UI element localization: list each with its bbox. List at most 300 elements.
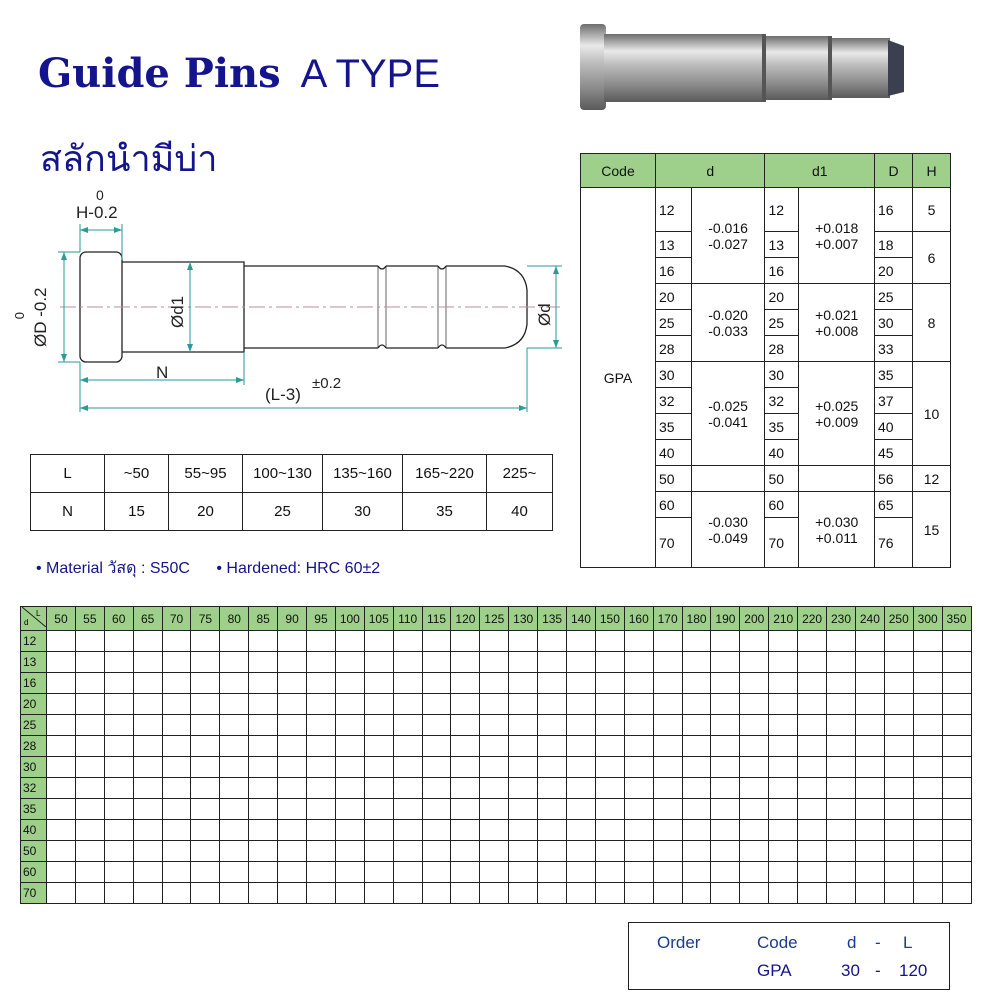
grid-cell	[567, 673, 596, 694]
grid-cell	[827, 862, 856, 883]
grid-row	[21, 799, 972, 820]
D-value: 25	[875, 284, 913, 310]
grid-cell	[827, 736, 856, 757]
grid-cell	[798, 715, 827, 736]
grid-cell	[595, 715, 624, 736]
grid-cell	[798, 862, 827, 883]
grid-cell	[682, 694, 711, 715]
grid-cell	[75, 820, 104, 841]
grid-cell	[47, 715, 76, 736]
grid-cell	[942, 715, 971, 736]
grid-cell	[364, 715, 393, 736]
d-value: 20	[656, 284, 692, 310]
grid-cell	[740, 652, 769, 673]
grid-cell	[220, 673, 249, 694]
corner-diagonal	[22, 607, 46, 627]
grid-cell	[682, 757, 711, 778]
grid-cell	[162, 694, 191, 715]
grid-cell	[567, 799, 596, 820]
grid-cell	[75, 694, 104, 715]
grid-cell	[191, 799, 220, 820]
grid-cell	[47, 757, 76, 778]
grid-cell	[104, 652, 133, 673]
grid-cell	[162, 631, 191, 652]
grid-cell	[133, 652, 162, 673]
grid-cell	[827, 631, 856, 652]
grid-cell	[364, 736, 393, 757]
d-value: 50	[656, 466, 692, 492]
grid-cell	[364, 757, 393, 778]
grid-cell	[191, 715, 220, 736]
d1-value: 20	[765, 284, 799, 310]
grid-cell	[740, 778, 769, 799]
l-range: 55~95	[169, 455, 243, 493]
hardened-note: • Hardened: HRC 60±2	[216, 560, 381, 577]
d-value: 60	[656, 492, 692, 518]
grid-cell	[740, 799, 769, 820]
grid-cell	[480, 715, 509, 736]
H-value: 15	[913, 492, 951, 568]
grid-cell	[220, 757, 249, 778]
grid-cell	[104, 841, 133, 862]
grid-cell	[480, 631, 509, 652]
grid-cell	[711, 694, 740, 715]
order-grid	[20, 606, 972, 904]
grid-cell	[538, 694, 567, 715]
grid-cell	[711, 673, 740, 694]
grid-cell	[769, 673, 798, 694]
grid-cell	[855, 820, 884, 841]
grid-cell	[682, 715, 711, 736]
grid-col-header: 130	[509, 607, 538, 631]
grid-cell	[653, 841, 682, 862]
d1-tolerance: +0.030 +0.011	[799, 492, 875, 568]
grid-cell	[451, 652, 480, 673]
grid-cell	[162, 841, 191, 862]
grid-cell	[47, 652, 76, 673]
grid-cell	[364, 652, 393, 673]
grid-cell	[393, 715, 422, 736]
grid-cell	[422, 820, 451, 841]
h-dimension-label: H-0.2	[76, 203, 118, 222]
grid-row	[21, 862, 972, 883]
grid-cell	[307, 652, 336, 673]
grid-cell	[75, 883, 104, 904]
grid-cell	[480, 652, 509, 673]
material-notes	[36, 556, 402, 581]
grid-cell	[509, 883, 538, 904]
grid-cell	[913, 631, 942, 652]
grid-cell	[162, 883, 191, 904]
subtitle-thai: สลักนำมีบ่า	[40, 139, 218, 180]
grid-cell	[191, 631, 220, 652]
grid-cell	[451, 757, 480, 778]
grid-cell	[798, 673, 827, 694]
grid-cell	[884, 883, 913, 904]
grid-cell	[307, 862, 336, 883]
grid-cell	[220, 736, 249, 757]
grid-cell	[335, 736, 364, 757]
D-value: 65	[875, 492, 913, 518]
grid-cell	[133, 757, 162, 778]
grid-cell	[335, 820, 364, 841]
grid-cell	[364, 673, 393, 694]
d1-tolerance: +0.025 +0.009	[799, 362, 875, 466]
grid-cell	[538, 673, 567, 694]
grid-cell	[942, 694, 971, 715]
grid-cell	[740, 883, 769, 904]
grid-cell	[653, 820, 682, 841]
grid-cell	[624, 715, 653, 736]
grid-cell	[249, 820, 278, 841]
grid-cell	[307, 715, 336, 736]
grid-cell	[307, 757, 336, 778]
grid-cell	[191, 673, 220, 694]
grid-row	[21, 757, 972, 778]
grid-cell	[884, 820, 913, 841]
grid-row-header: 13	[21, 652, 47, 673]
grid-cell	[104, 757, 133, 778]
grid-cell	[827, 778, 856, 799]
grid-col-header: 105	[364, 607, 393, 631]
grid-cell	[133, 673, 162, 694]
grid-cell	[249, 883, 278, 904]
grid-col-header: 190	[711, 607, 740, 631]
D-value: 33	[875, 336, 913, 362]
grid-row	[21, 736, 972, 757]
grid-cell	[47, 883, 76, 904]
H-value: 5	[913, 188, 951, 232]
d-label: Ød	[535, 303, 554, 326]
grid-cell	[769, 883, 798, 904]
d1-value: 32	[765, 388, 799, 414]
grid-cell	[595, 799, 624, 820]
grid-cell	[364, 820, 393, 841]
grid-cell	[682, 736, 711, 757]
grid-cell	[682, 841, 711, 862]
grid-cell	[278, 778, 307, 799]
grid-cell	[711, 715, 740, 736]
D-value: 56	[875, 466, 913, 492]
grid-cell	[884, 799, 913, 820]
grid-cell	[335, 757, 364, 778]
grid-cell	[913, 736, 942, 757]
grid-cell	[47, 694, 76, 715]
grid-col-header: 70	[162, 607, 191, 631]
grid-cell	[393, 652, 422, 673]
l-tolerance: ±0.2	[312, 375, 342, 392]
grid-col-header: 300	[913, 607, 942, 631]
grid-cell	[133, 841, 162, 862]
grid-row	[21, 631, 972, 652]
grid-cell	[942, 673, 971, 694]
grid-cell	[798, 631, 827, 652]
grid-cell	[740, 820, 769, 841]
grid-cell	[307, 883, 336, 904]
grid-cell	[884, 778, 913, 799]
grid-cell	[653, 757, 682, 778]
grid-cell	[711, 631, 740, 652]
grid-cell	[769, 841, 798, 862]
grid-cell	[133, 883, 162, 904]
grid-cell	[624, 694, 653, 715]
grid-cell	[191, 778, 220, 799]
D-value: 35	[875, 362, 913, 388]
grid-cell	[220, 883, 249, 904]
l-label: (L-3)	[265, 385, 301, 404]
grid-cell	[855, 715, 884, 736]
grid-cell	[104, 799, 133, 820]
d1-value: 50	[765, 466, 799, 492]
grid-cell	[884, 736, 913, 757]
grid-cell	[104, 883, 133, 904]
grid-cell	[47, 862, 76, 883]
grid-cell	[624, 778, 653, 799]
grid-cell	[884, 862, 913, 883]
grid-row-header: 70	[21, 883, 47, 904]
grid-cell	[75, 736, 104, 757]
grid-cell	[47, 820, 76, 841]
grid-cell	[913, 778, 942, 799]
grid-cell	[711, 820, 740, 841]
n-value: 30	[323, 493, 403, 531]
grid-cell	[335, 631, 364, 652]
grid-cell	[278, 757, 307, 778]
grid-cell	[393, 736, 422, 757]
D-value: 18	[875, 232, 913, 258]
grid-cell	[104, 715, 133, 736]
d-value: 28	[656, 336, 692, 362]
grid-cell	[682, 799, 711, 820]
grid-cell	[393, 841, 422, 862]
grid-cell	[538, 736, 567, 757]
grid-cell	[653, 694, 682, 715]
grid-cell	[278, 862, 307, 883]
grid-corner	[21, 607, 47, 631]
d-value: 13	[656, 232, 692, 258]
grid-cell	[422, 862, 451, 883]
grid-cell	[220, 820, 249, 841]
grid-cell	[855, 652, 884, 673]
d-tolerance-empty	[691, 466, 765, 492]
grid-cell	[422, 883, 451, 904]
grid-cell	[278, 883, 307, 904]
grid-row	[21, 841, 972, 862]
h-tol-top: 0	[96, 187, 104, 203]
grid-cell	[884, 673, 913, 694]
grid-cell	[855, 778, 884, 799]
grid-cell	[711, 862, 740, 883]
grid-row-header: 40	[21, 820, 47, 841]
grid-cell	[827, 883, 856, 904]
grid-cell	[133, 778, 162, 799]
grid-cell	[798, 841, 827, 862]
grid-cell	[162, 757, 191, 778]
table-row	[31, 493, 553, 531]
n-value: 25	[243, 493, 323, 531]
d1-value: 13	[765, 232, 799, 258]
grid-cell	[335, 862, 364, 883]
d-value: 30	[656, 362, 692, 388]
grid-col-header: 75	[191, 607, 220, 631]
grid-row-header: 25	[21, 715, 47, 736]
d-tolerance: -0.016 -0.027	[691, 188, 765, 284]
grid-cell	[769, 652, 798, 673]
grid-cell	[942, 652, 971, 673]
grid-col-header: 160	[624, 607, 653, 631]
grid-cell	[913, 715, 942, 736]
grid-cell	[538, 841, 567, 862]
grid-cell	[711, 778, 740, 799]
grid-cell	[133, 631, 162, 652]
D-value: 37	[875, 388, 913, 414]
l-range: 165~220	[403, 455, 487, 493]
grid-cell	[307, 799, 336, 820]
grid-col-header: 110	[393, 607, 422, 631]
grid-cell	[567, 757, 596, 778]
grid-cell	[827, 652, 856, 673]
grid-cell	[653, 652, 682, 673]
grid-cell	[567, 694, 596, 715]
grid-col-header: 230	[827, 607, 856, 631]
grid-cell	[682, 631, 711, 652]
grid-cell	[364, 694, 393, 715]
grid-cell	[624, 673, 653, 694]
grid-cell	[624, 757, 653, 778]
l-range: ~50	[105, 455, 169, 493]
grid-row-header: 32	[21, 778, 47, 799]
grid-cell	[595, 694, 624, 715]
grid-cell	[855, 841, 884, 862]
grid-cell	[769, 820, 798, 841]
grid-cell	[798, 883, 827, 904]
grid-cell	[393, 799, 422, 820]
col-code: Code	[581, 154, 656, 188]
grid-cell	[509, 757, 538, 778]
technical-drawing	[0, 180, 580, 440]
grid-cell	[364, 862, 393, 883]
grid-cell	[913, 841, 942, 862]
material-note: • Material วัสดุ : S50C	[36, 560, 190, 577]
grid-col-header: 80	[220, 607, 249, 631]
grid-cell	[769, 778, 798, 799]
grid-cell	[769, 862, 798, 883]
grid-cell	[855, 631, 884, 652]
grid-cell	[567, 841, 596, 862]
grid-cell	[711, 757, 740, 778]
grid-cell	[595, 736, 624, 757]
H-value: 6	[913, 232, 951, 284]
grid-cell	[393, 820, 422, 841]
grid-cell	[451, 841, 480, 862]
d1-value: 60	[765, 492, 799, 518]
order-d-label: d	[847, 933, 857, 952]
grid-cell	[855, 736, 884, 757]
grid-cell	[538, 820, 567, 841]
grid-cell	[480, 862, 509, 883]
grid-cell	[595, 652, 624, 673]
grid-cell	[249, 631, 278, 652]
grid-cell	[711, 883, 740, 904]
grid-cell	[624, 736, 653, 757]
grid-cell	[249, 694, 278, 715]
grid-cell	[827, 841, 856, 862]
grid-col-header: 180	[682, 607, 711, 631]
grid-cell	[509, 736, 538, 757]
grid-cell	[422, 631, 451, 652]
grid-cell	[393, 757, 422, 778]
grid-cell	[307, 820, 336, 841]
grid-cell	[913, 820, 942, 841]
l-range: 225~	[487, 455, 553, 493]
grid-cell	[393, 883, 422, 904]
grid-cell	[133, 694, 162, 715]
grid-cell	[335, 694, 364, 715]
grid-cell	[104, 694, 133, 715]
grid-col-header: 120	[451, 607, 480, 631]
grid-cell	[884, 841, 913, 862]
d1-value: 25	[765, 310, 799, 336]
grid-cell	[798, 820, 827, 841]
guide-pin-photo	[574, 22, 914, 114]
grid-cell	[249, 715, 278, 736]
grid-cell	[653, 736, 682, 757]
grid-cell	[769, 757, 798, 778]
grid-cell	[220, 715, 249, 736]
grid-cell	[740, 862, 769, 883]
grid-cell	[191, 757, 220, 778]
grid-cell	[682, 862, 711, 883]
d1-label: Ød1	[168, 295, 187, 328]
grid-cell	[595, 631, 624, 652]
grid-row-header: 60	[21, 862, 47, 883]
grid-cell	[162, 715, 191, 736]
col-H: H	[913, 154, 951, 188]
grid-cell	[47, 673, 76, 694]
grid-cell	[75, 631, 104, 652]
grid-cell	[653, 883, 682, 904]
grid-cell	[682, 673, 711, 694]
grid-cell	[624, 883, 653, 904]
grid-cell	[133, 715, 162, 736]
grid-cell	[567, 631, 596, 652]
grid-cell	[47, 736, 76, 757]
grid-cell	[538, 631, 567, 652]
grid-cell	[162, 862, 191, 883]
grid-cell	[827, 799, 856, 820]
grid-cell	[653, 673, 682, 694]
grid-cell	[422, 715, 451, 736]
grid-cell	[884, 757, 913, 778]
grid-row-header: 20	[21, 694, 47, 715]
grid-cell	[335, 778, 364, 799]
grid-cell	[682, 652, 711, 673]
grid-cell	[220, 778, 249, 799]
grid-cell	[191, 841, 220, 862]
spec-table	[580, 153, 951, 568]
grid-cell	[913, 862, 942, 883]
grid-cell	[682, 820, 711, 841]
grid-cell	[75, 652, 104, 673]
order-l-label: L	[903, 933, 913, 952]
grid-cell	[364, 799, 393, 820]
svg-text:L: L	[35, 609, 40, 618]
svg-text:d: d	[23, 618, 28, 627]
d1-value: 16	[765, 258, 799, 284]
grid-cell	[393, 673, 422, 694]
grid-cell	[278, 694, 307, 715]
grid-cell	[480, 694, 509, 715]
